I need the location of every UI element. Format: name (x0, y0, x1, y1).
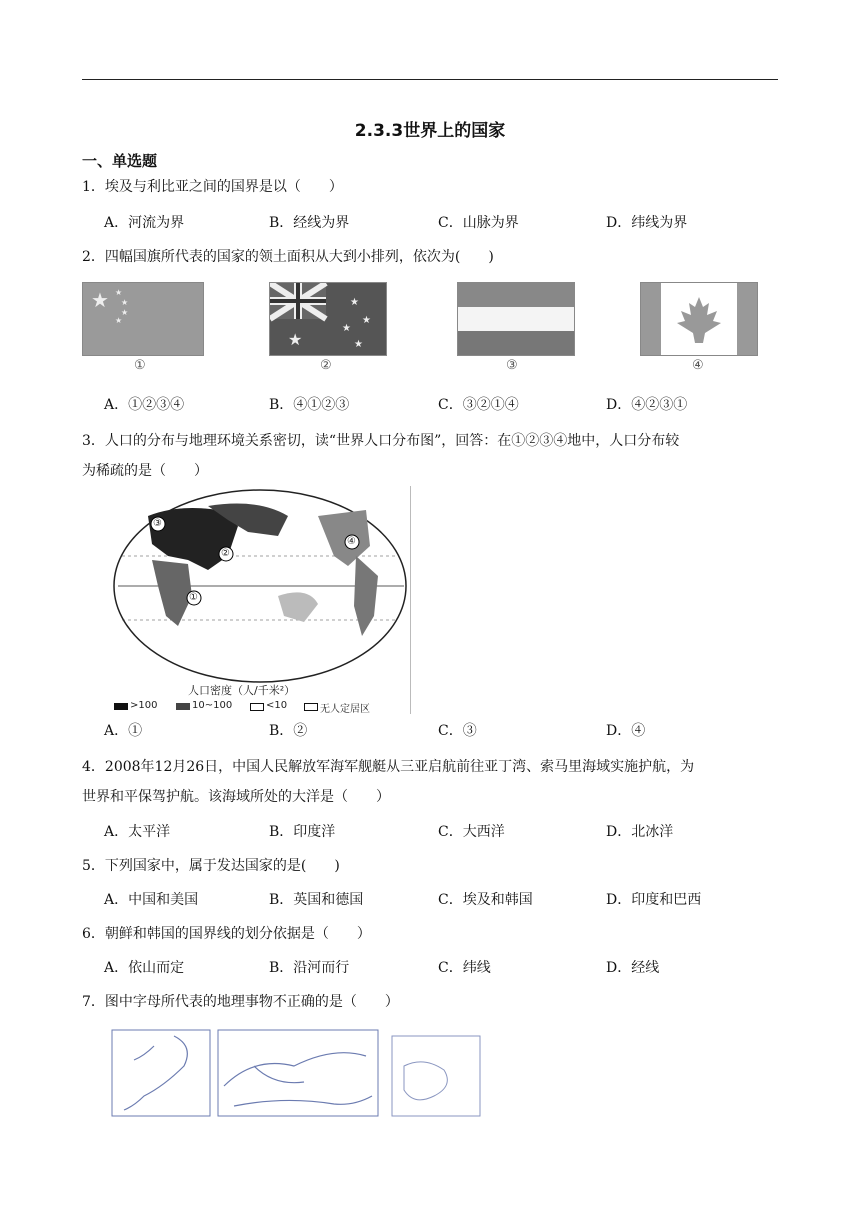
option-b[interactable]: B．经线为界 (269, 215, 350, 231)
svg-text:★: ★ (91, 288, 109, 312)
map-marker-4: ④ (347, 536, 356, 547)
svg-text:★: ★ (288, 330, 303, 349)
legend-label-medium: 10~100 (192, 700, 233, 711)
sketch-maps-icon (104, 1026, 484, 1122)
legend-swatch-dense (114, 703, 128, 710)
flag-2-label: ② (320, 358, 332, 373)
header-rule (82, 79, 778, 80)
question-7-maps (104, 1026, 484, 1122)
map-marker-1: ① (189, 592, 198, 603)
map-marker-2: ② (221, 548, 230, 559)
option-c[interactable]: C．大西洋 (438, 824, 505, 840)
option-d[interactable]: D．④ (606, 723, 646, 739)
option-d[interactable]: D．印度和巴西 (606, 892, 702, 908)
section-heading: 一、单选题 (82, 152, 158, 170)
option-b[interactable]: B．英国和德国 (269, 892, 364, 908)
question-4-stem-line-1: 4．2008年12月26日，中国人民解放军海军舰艇从三亚启航前往亚丁湾、索马里海域实施护航，为 (82, 759, 695, 775)
flag-1-label: ① (134, 358, 146, 373)
option-a[interactable]: A．太平洋 (104, 824, 171, 840)
question-2-stem: 2．四幅国旗所代表的国家的领土面积从大到小排列，依次为( ) (82, 249, 494, 265)
canada-flag-icon (641, 283, 757, 355)
question-6-options (104, 957, 784, 983)
world-map-icon (108, 486, 410, 686)
question-3-stem-line-1: 3．人口的分布与地理环境关系密切，读“世界人口分布图”，回答：在①②③④地中，人口分布较 (82, 433, 680, 449)
option-c[interactable]: C．山脉为界 (438, 215, 519, 231)
question-3-options (104, 720, 784, 746)
svg-text:★: ★ (342, 323, 351, 334)
flag-2 (269, 282, 387, 356)
question-3-stem-line-2: 为稀疏的是（ ） (82, 463, 208, 479)
svg-text:★: ★ (115, 316, 123, 325)
map-legend-title: 人口密度（人/千米²） (188, 684, 296, 697)
flag-3 (457, 282, 575, 356)
question-2-options (104, 394, 784, 420)
legend-label-dense: >100 (130, 700, 158, 711)
svg-text:★: ★ (354, 339, 363, 350)
map-marker-3: ③ (153, 518, 162, 529)
option-a[interactable]: A．依山而定 (104, 960, 185, 976)
flag-4-label: ④ (692, 358, 704, 373)
legend-swatch-empty (304, 703, 318, 711)
option-b[interactable]: B．印度洋 (269, 824, 336, 840)
question-7-stem: 7．图中字母所代表的地理事物不正确的是（ ） (82, 994, 399, 1010)
option-d[interactable]: D．经线 (606, 960, 660, 976)
option-c[interactable]: C．纬线 (438, 960, 491, 976)
option-c[interactable]: C．③ (438, 723, 477, 739)
question-5-stem: 5．下列国家中，属于发达国家的是( ) (82, 858, 340, 874)
map-legend (114, 700, 410, 714)
question-4-stem-line-2: 世界和平保驾护航。该海域所处的大洋是（ ） (82, 789, 390, 805)
option-d[interactable]: D．④②③① (606, 397, 688, 413)
svg-text:★: ★ (115, 288, 123, 297)
option-a[interactable]: A．河流为界 (104, 215, 185, 231)
option-c[interactable]: C．埃及和韩国 (438, 892, 533, 908)
question-6-stem: 6．朝鲜和韩国的国界线的划分依据是（ ） (82, 926, 371, 942)
question-1-options (104, 212, 784, 238)
option-c[interactable]: C．③②①④ (438, 397, 519, 413)
question-5-options (104, 889, 784, 915)
svg-text:★: ★ (121, 308, 129, 317)
australia-flag-icon (270, 283, 386, 355)
legend-swatch-sparse (250, 703, 264, 711)
flags-figure (82, 282, 772, 378)
china-flag-icon (83, 283, 203, 355)
option-a[interactable]: A．①②③④ (104, 397, 185, 413)
svg-text:★: ★ (362, 315, 371, 326)
flag-1 (82, 282, 204, 356)
legend-label-sparse: <10 (266, 700, 288, 711)
flag-4 (640, 282, 758, 356)
page-title: 2.3.3世界上的国家 (354, 121, 506, 141)
option-b[interactable]: B．沿河而行 (269, 960, 350, 976)
option-d[interactable]: D．北冰洋 (606, 824, 674, 840)
svg-text:★: ★ (350, 297, 359, 308)
option-b[interactable]: B．② (269, 723, 308, 739)
legend-swatch-medium (176, 703, 190, 710)
question-1-stem: 1．埃及与利比亚之间的国界是以（ ） (82, 179, 343, 195)
question-4-options (104, 821, 784, 847)
option-d[interactable]: D．纬线为界 (606, 215, 688, 231)
legend-label-empty: 无人定居区 (320, 704, 370, 715)
flag-3-label: ③ (506, 358, 518, 373)
world-population-map (108, 486, 411, 714)
option-a[interactable]: A．中国和美国 (104, 892, 199, 908)
option-b[interactable]: B．④①②③ (269, 397, 350, 413)
option-a[interactable]: A．① (104, 723, 143, 739)
svg-text:★: ★ (121, 298, 129, 307)
